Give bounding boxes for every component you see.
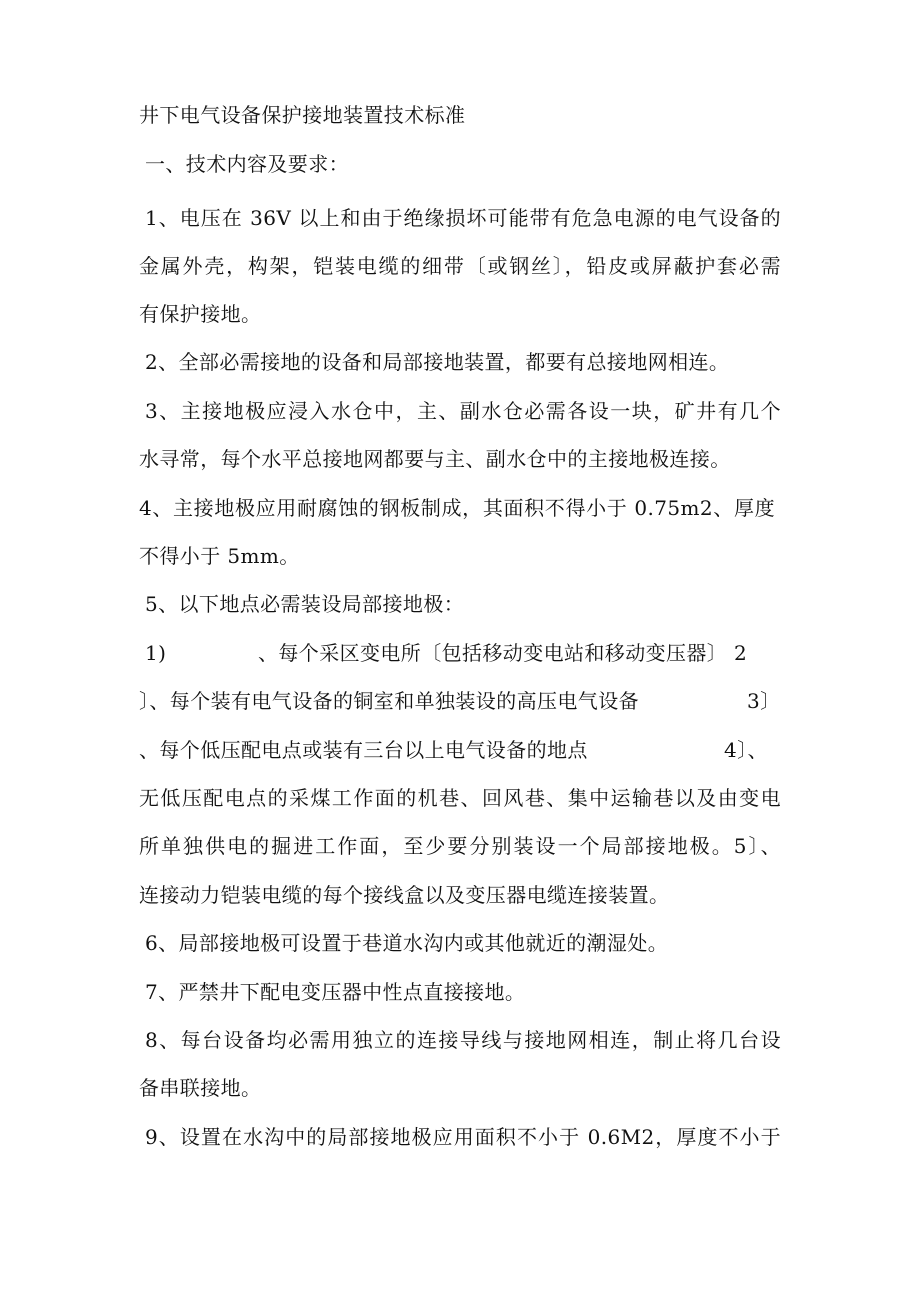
section-heading: 一、技术内容及要求： [145, 152, 349, 176]
paragraph-line: 8、每台设备均必需用独立的连接导线与接地网相连，制止将几台设 [145, 1028, 781, 1052]
paragraph-line: 无低压配电点的采煤工作面的机巷、回风巷、集中运输巷以及由变电 [139, 786, 781, 810]
paragraph-line: 2、全部必需接地的设备和局部接地装置，都要有总接地网相连。 [145, 350, 730, 374]
document-title: 井下电气设备保护接地装置技术标准 [139, 103, 466, 127]
paragraph-line: 1、电压在 36V 以上和由于绝缘损坏可能带有危急电源的电气设备的 [145, 206, 781, 230]
list-marker: 4〕、 [724, 738, 768, 762]
paragraph-line: 不得小于 5mm。 [139, 544, 300, 568]
list-marker: 3〕 [747, 689, 781, 713]
paragraph-line: 所单独供电的掘进工作面，至少要分别装设一个局部接地极。5〕、 [139, 834, 781, 858]
paragraph-line: 备串联接地。 [139, 1076, 262, 1100]
paragraph-line: 9、设置在水沟中的局部接地极应用面积不小于 0.6M2，厚度不小于 [145, 1125, 781, 1149]
paragraph-line: 3、主接地极应浸入水仓中，主、副水仓必需各设一块，矿井有几个 [145, 399, 781, 423]
paragraph-line: 7、严禁井下配电变压器中性点直接接地。 [145, 980, 526, 1004]
paragraph-line: 连接动力铠装电缆的每个接线盒以及变压器电缆连接装置。 [139, 883, 670, 907]
paragraph-line: 、每个低压配电点或装有三台以上电气设备的地点 [139, 738, 588, 762]
paragraph-line: 5、以下地点必需装设局部接地极： [145, 592, 465, 616]
paragraph-line: 有保护接地。 [139, 302, 262, 326]
paragraph-line: 金属外壳，构架，铠装电缆的细带〔或钢丝〕，铅皮或屏蔽护套必需 [139, 254, 781, 278]
paragraph-line: 4、主接地极应用耐腐蚀的钢板制成，其面积不得小于 0.75m2、厚度 [139, 496, 775, 520]
paragraph-line: 〕、每个装有电气设备的铜室和单独装设的高压电气设备 [139, 689, 639, 713]
list-marker: 1) [145, 641, 167, 665]
paragraph-line: 6、局部接地极可设置于巷道水沟内或其他就近的潮湿处。 [145, 931, 669, 955]
paragraph-line: 、每个采区变电所〔包括移动变电站和移动变压器〕 2 [258, 641, 748, 665]
paragraph-line: 水寻常，每个水平总接地网都要与主、副水仓中的主接地极连接。 [139, 447, 731, 471]
